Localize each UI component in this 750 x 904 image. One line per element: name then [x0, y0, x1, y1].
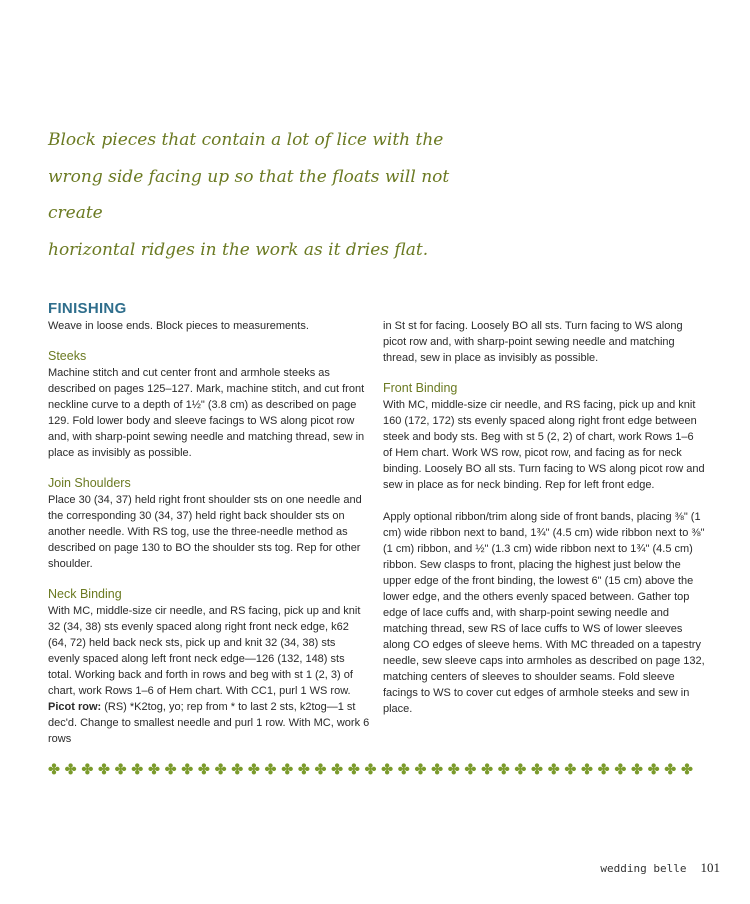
join-shoulders-heading: Join Shoulders — [48, 476, 131, 490]
neck-binding-text-1: With MC, middle-size cir needle, and RS facing, pick up and knit 32 (34, 38) sts evenly spaced along right front neck edge, k62 (64, 72) held back neck sts, pick up and knit 32 (34, 38) sts evenly spaced along left front neck edge—126 (132, 148) sts total. Working back and forth in rows and beg with st 1 (2, 3) of chart, work Rows 1–6 of Hem chart. With CC1, purl 1 WS row. — [48, 605, 361, 697]
finishing-intro: Weave in loose ends. Block pieces to measurements. — [48, 320, 309, 332]
cross-ornament-icon: ✤ — [397, 761, 410, 777]
front-binding-body: With MC, middle-size cir needle, and RS facing, pick up and knit 160 (172, 172) sts evenly spaced along right front edge between steek and body sts. Beg with st 5 (2, 2) of chart, work Rows 1–6 of Hem chart. Work WS row, picot row, and facing as for neck binding. Loosely BO all sts. Turn facing to WS along picot row and sew in place as for neck binding. Rep for left front edge. — [383, 399, 705, 491]
running-title: wedding belle — [600, 862, 687, 875]
cross-ornament-icon: ✤ — [531, 761, 543, 777]
finishing-heading: FINISHING — [48, 300, 127, 317]
tip-line-2: wrong side facing up so that the floats will not create — [48, 166, 450, 223]
cross-ornament-icon: ✤ — [614, 761, 627, 777]
cross-ornament-icon: ✤ — [281, 761, 294, 777]
ribbon-body: Apply optional ribbon/trim along side of front bands, placing ⅜" (1 cm) wide ribbon next to band, 1¾" (4.5 cm) wide ribbon next to ⅜" (1 cm) ribbon, and ½" (1.3 cm) wide ribbon next to 1¾" (4.5 cm) ribbon. Sew clasps to front, placing the highest just below the upper edge of the front binding, the lowest 6" (15 cm) above the lower edge, and the others evenly spaced between. Gather top edge of lace cuffs and, with sharp-point sewing needle and matching thread, sew RS of lace cuffs to WS of lower sleeves along CO edges of sleeve hems. With MC threaded on a tapestry needle, sew sleeve caps into armholes as described on page 132, matching centers of sleeves to shoulder seams. Fold sleeve facings to WS to cover cut edges of armhole steeks and sew in place. — [383, 511, 705, 715]
cross-ornament-icon: ✤ — [48, 761, 60, 777]
cross-ornament-icon: ✤ — [214, 761, 227, 777]
cross-ornament-icon: ✤ — [647, 761, 660, 777]
page-number: 101 — [700, 860, 720, 875]
steeks-heading: Steeks — [48, 349, 87, 363]
cross-ornament-icon: ✤ — [464, 761, 477, 777]
tip-line-1: Block pieces that contain a lot of lice with the — [48, 130, 444, 150]
cross-ornament-icon: ✤ — [331, 761, 344, 777]
neck-binding-heading: Neck Binding — [48, 587, 122, 601]
cross-ornament-icon: ✤ — [414, 761, 427, 777]
join-shoulders-body: Place 30 (34, 37) held right front shoulder sts on one needle and the corresponding 30 (34, 37) held right back shoulder sts on another needle. With RS tog, use the three-needle method as described on page 130 to BO the shoulder sts tog. Rep for other shoulder. — [48, 494, 362, 570]
tip-line-3: horizontal ridges in the work as it dries flat. — [48, 239, 429, 260]
cross-ornament-icon: ✤ — [297, 761, 310, 777]
cross-ornament-icon: ✤ — [114, 761, 127, 777]
neck-binding-continued: in St st for facing. Loosely BO all sts. Turn facing to WS along picot row and, with sharp-point sewing needle and matching thread, sew in place as invisibly as possible. — [383, 320, 683, 364]
cross-ornament-icon: ✤ — [364, 761, 377, 777]
cross-ornament-icon: ✤ — [81, 761, 94, 777]
cross-ornament-icon: ✤ — [264, 761, 277, 777]
cross-ornament-icon: ✤ — [681, 761, 693, 777]
cross-ornament-icon: ✤ — [198, 761, 210, 777]
cross-ornament-icon: ✤ — [431, 761, 443, 777]
steeks-body: Machine stitch and cut center front and armhole steeks as described on pages 125–127. Mark, machine stitch, and cut front neckline curve to a depth of 1½" (3.8 cm) as described on page 129. Fold lower body and sleeve facings to WS along picot row and, with sharp-point sewing needle and matching thread, sew in place as invisibly as possible. — [48, 367, 365, 459]
cross-ornament-icon: ✤ — [231, 761, 244, 777]
cross-ornament-icon: ✤ — [447, 761, 460, 777]
cross-ornament-icon: ✤ — [98, 761, 110, 777]
right-column — [383, 318, 705, 717]
page-footer — [600, 860, 720, 876]
decorative-cross-border — [48, 759, 693, 779]
cross-ornament-icon: ✤ — [314, 761, 327, 777]
tip-callout — [48, 122, 488, 268]
cross-ornament-icon: ✤ — [664, 761, 677, 777]
cross-ornament-icon: ✤ — [181, 761, 194, 777]
cross-ornament-icon: ✤ — [481, 761, 493, 777]
cross-ornament-icon: ✤ — [597, 761, 610, 777]
left-column — [48, 300, 370, 747]
cross-ornament-icon: ✤ — [514, 761, 527, 777]
cross-ornament-icon: ✤ — [148, 761, 160, 777]
cross-ornament-icon: ✤ — [248, 761, 260, 777]
cross-ornament-icon: ✤ — [547, 761, 560, 777]
neck-binding-body — [48, 603, 370, 747]
cross-ornament-icon: ✤ — [564, 761, 577, 777]
neck-binding-text-2: (RS) *K2tog, yo; rep from * to last 2 sts, k2tog—1 st dec'd. Change to smallest needle and purl 1 row. With MC, work 6 rows — [48, 701, 370, 745]
cross-ornament-icon: ✤ — [347, 761, 360, 777]
cross-ornament-icon: ✤ — [381, 761, 393, 777]
cross-ornament-icon: ✤ — [64, 761, 77, 777]
cross-ornament-icon: ✤ — [581, 761, 593, 777]
cross-ornament-icon: ✤ — [131, 761, 144, 777]
cross-ornament-icon: ✤ — [497, 761, 510, 777]
front-binding-heading: Front Binding — [383, 381, 458, 395]
cross-ornament-icon: ✤ — [631, 761, 643, 777]
cross-ornament-icon: ✤ — [164, 761, 177, 777]
picot-row-label: Picot row: — [48, 701, 102, 713]
